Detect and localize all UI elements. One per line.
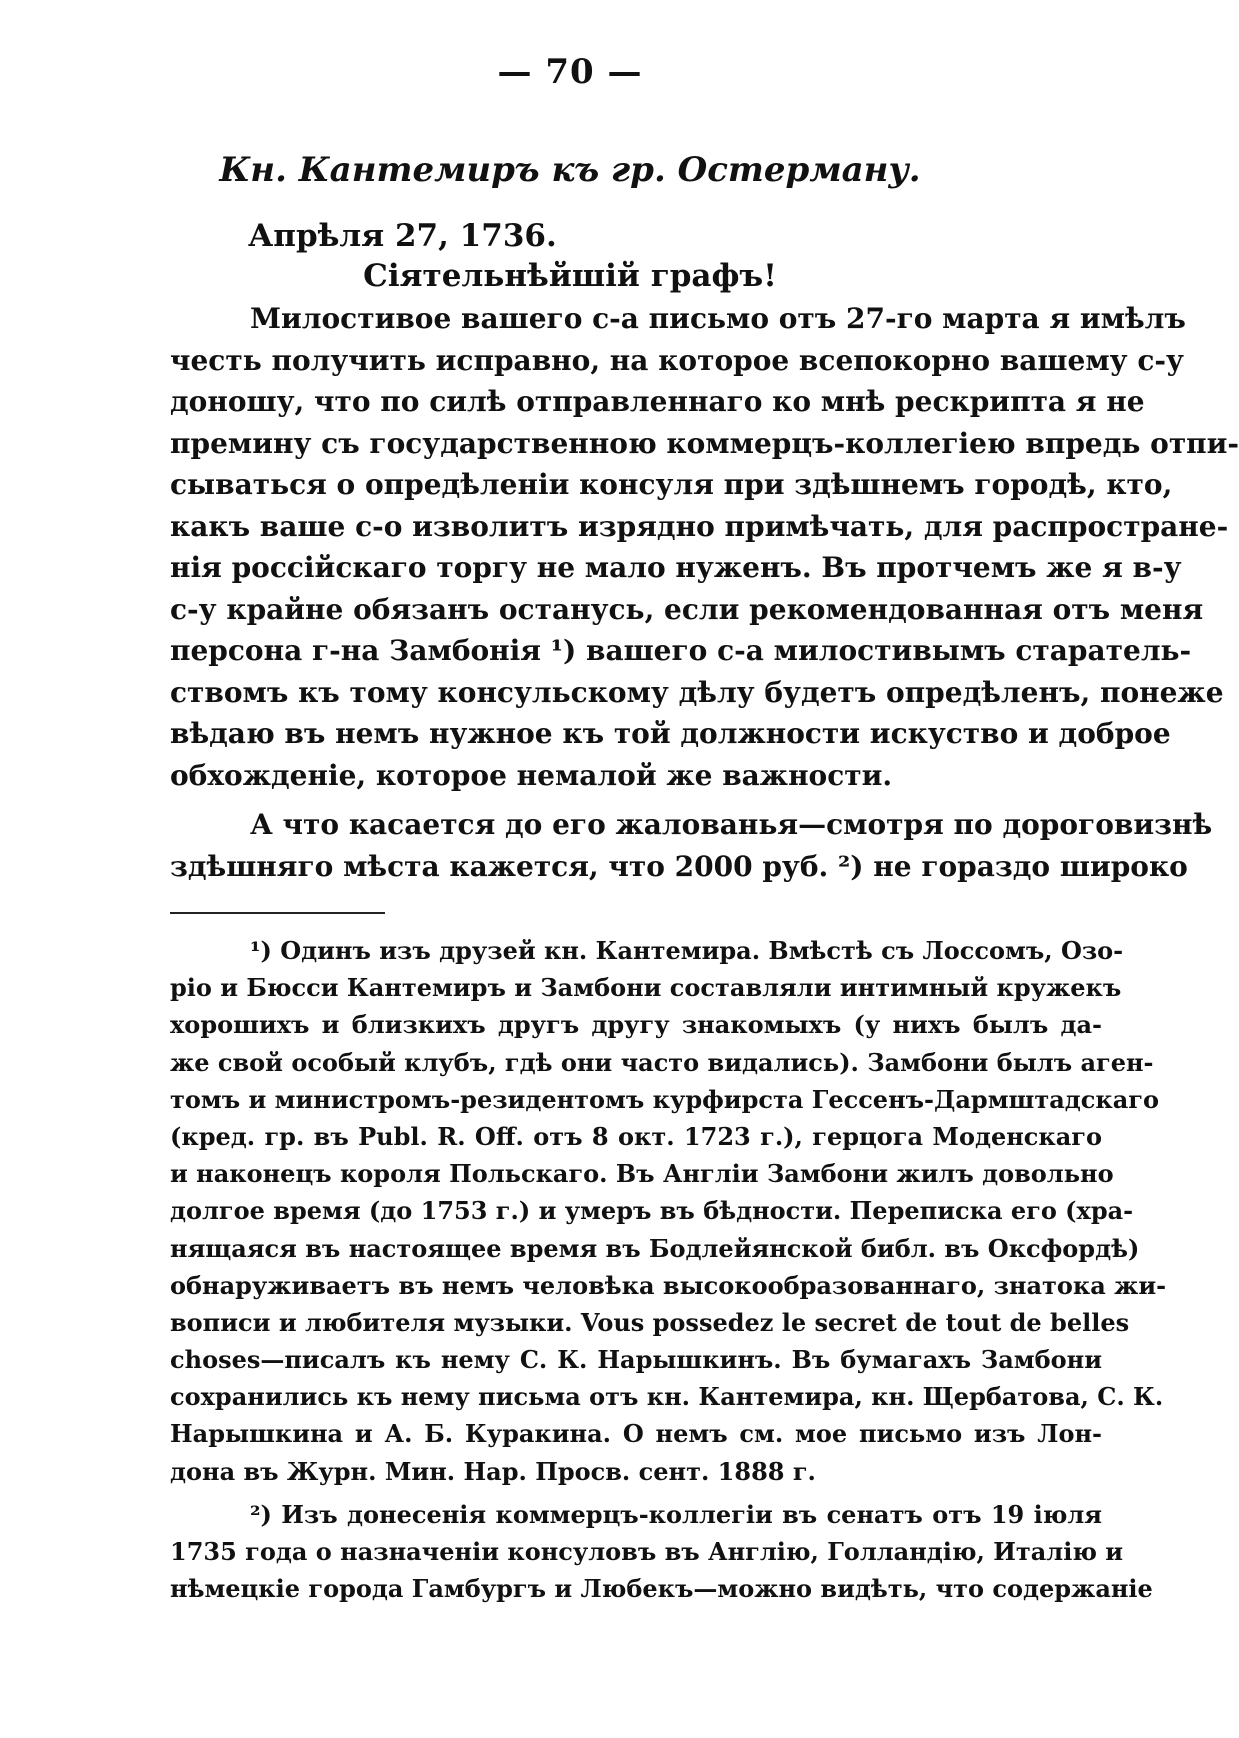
footnote-line: ріо и Бюсси Кантемиръ и Замбони составляли интимный кружекъ bbox=[170, 973, 1122, 1003]
text-line: премину съ государственною коммерцъ-коллегіею впредь отпи- bbox=[170, 426, 1239, 460]
footnote-line: хорошихъ и близкихъ другъ другу знакомыхъ (у нихъ былъ да- bbox=[170, 1010, 1102, 1040]
text-line: вѣдаю въ немъ нужное къ той должности искуство и доброе bbox=[170, 717, 1171, 750]
footnote-line: 1735 года о назначеніи консуловъ въ Англію, Голландію, Италію и bbox=[170, 1537, 1124, 1566]
footnote-line: choses—писалъ къ нему С. К. Нарышкинъ. Въ бумагахъ Замбони bbox=[170, 1345, 1102, 1375]
text-line: Милостивое вашего с-а письмо отъ 27-го марта я имѣлъ bbox=[250, 302, 1186, 335]
footnote-line: дона въ Журн. Мин. Нар. Просв. сент. 1888 г. bbox=[170, 1456, 816, 1486]
salutation: Сіятельнѣйшій графъ! bbox=[363, 258, 777, 294]
footnote-line: ¹) Одинъ изъ друзей кн. Кантемира. Вмѣстѣ съ Лоссомъ, Озо- bbox=[250, 936, 1124, 965]
text-line: с-у крайне обязанъ останусь, если рекомендованная отъ меня bbox=[170, 592, 1204, 626]
footnote-line: нѣмецкіе города Гамбургъ и Любекъ—можно видѣть, что содержаніе bbox=[170, 1574, 1153, 1604]
footnote-line: долгое время (до 1753 г.) и умеръ въ бѣдности. Переписка его (хра- bbox=[170, 1196, 1134, 1226]
letter-heading: Кн. Кантемиръ къ гр. Остерману. bbox=[219, 150, 921, 190]
footnotes bbox=[170, 932, 1167, 1607]
footnote-line: и наконецъ короля Польскаго. Въ Англіи Замбони жилъ довольно bbox=[170, 1159, 1114, 1189]
text-line: здѣшняго мѣста кажется, что 2000 руб. ²) не гораздо широко bbox=[170, 849, 1188, 883]
text-line: доношу, что по силѣ отправленнаго ко мнѣ рескрипта я не bbox=[170, 385, 1145, 418]
text-line: честь получить исправно, на которое всепокорно вашему с-у bbox=[170, 343, 1184, 377]
footnote-line: обнаруживаетъ въ немъ человѣка высокообразованнаго, знатока жи- bbox=[170, 1270, 1167, 1300]
footnote-line: Нарышкина и А. Б. Куракина. О немъ см. мое письмо изъ Лон- bbox=[170, 1419, 1102, 1449]
text-line: нія россійскаго торгу не мало нуженъ. Въ протчемъ же я в-у bbox=[170, 551, 1182, 584]
page-number: — 70 — bbox=[497, 52, 643, 92]
footnote-line: ²) Изъ донесенія коммерцъ-коллегіи въ сенатъ отъ 19 іюля bbox=[250, 1499, 1102, 1529]
footnote-line: же свой особый клубъ, гдѣ они часто видались). Замбони былъ аген- bbox=[170, 1047, 1154, 1077]
letter-body bbox=[170, 298, 1239, 887]
letter-date: Апрѣля 27, 1736. bbox=[248, 218, 557, 254]
footnote-divider bbox=[170, 912, 385, 914]
footnote-line: вописи и любителя музыки. Vous possedez le secret de tout de belles bbox=[170, 1307, 1130, 1337]
text-line: А что касается до его жалованья—смотря по дороговизнѣ bbox=[250, 808, 1213, 841]
text-line: персона г-на Замбонія ¹) вашего с-а милостивымъ старатель- bbox=[170, 634, 1192, 667]
footnote-line: (кред. гр. въ Publ. R. Off. отъ 8 окт. 1723 г.), герцога Моденскаго bbox=[170, 1121, 1102, 1151]
text-line: обхожденіе, которое немалой же важности. bbox=[170, 758, 893, 792]
footnote-line: томъ и министромъ-резидентомъ курфирста Гессенъ-Дармштадскаго bbox=[170, 1084, 1159, 1114]
text-line: сываться о опредѣленіи консуля при здѣшнемъ городѣ, кто, bbox=[170, 468, 1173, 501]
footnote-line: нящаяся въ настоящее время въ Бодлейянской библ. въ Оксфордѣ) bbox=[170, 1233, 1140, 1263]
text-line: ствомъ къ тому консульскому дѣлу будетъ опредѣленъ, понеже bbox=[170, 675, 1224, 709]
footnote-line: сохранились къ нему письма отъ кн. Кантемира, кн. Щербатова, С. К. bbox=[170, 1382, 1164, 1412]
text-line: какъ ваше с-о изволитъ изрядно примѣчать, для распростране- bbox=[170, 509, 1229, 543]
